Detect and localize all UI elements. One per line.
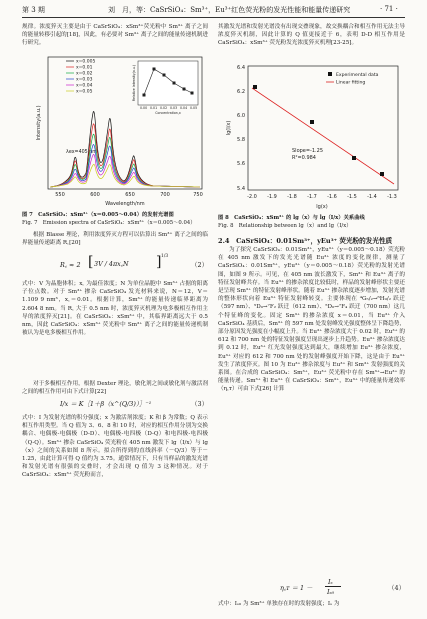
figure-7 <box>30 55 206 207</box>
fig7-inset-point <box>191 92 194 95</box>
fig8-point <box>380 172 384 176</box>
fig7-inset-point <box>143 94 146 97</box>
right-paragraph-last: 式中：Iₛ₀ 为 Sm³⁺ 单独存在时的发射强度；Iₛ 为 <box>218 601 340 607</box>
figure-8 <box>222 62 402 212</box>
equation-2: R꜀ ≈ 2 [ 3V / 4πx꜀N ] 1/3 （2） <box>60 254 208 270</box>
fig8-ytick: 6.4 <box>237 65 245 71</box>
fig8-ylabel: lg(I/x) <box>226 120 232 136</box>
fig7-caption-cn: 图 7 CaSrSiO₄：xSm³⁺（x＝0.005～0.04）的发射光谱图 <box>22 212 174 218</box>
eq4-numerator: Iₛ <box>328 578 333 586</box>
fig8-caption-en: Fig. 8 Relationship between lg（x）and lg（I/x） <box>218 223 352 229</box>
fig8-xtick: -1.8 <box>287 194 297 200</box>
fig8-xtick: -1.3 <box>387 194 397 200</box>
fig8-legend-entry: Experimental data <box>336 72 379 78</box>
fig7-legend-entry: x=0.05 <box>76 89 93 95</box>
fig8-xtick: -2.0 <box>247 194 257 200</box>
left-paragraph-eq2-explain: 式中：V 为晶胞体积；x꜀ 为最佳浓度；N 为单位晶胞中 Sm³⁺ 占据的阳离子位点数。对于 Sm³⁺ 掺杂 CaSrSiO₄ 发光材料来说，N＝12，V＝1.109 9 nm³，x꜀＝0.01。根据计算，Sm³⁺ 的能量传递临界距离为 2.604 8 nm。当 R꜀ 大于 0.5 nm 时，浓度猝灭机理为电多极相互作用主导的浓度猝灭[21]。在 CaSrSiO₄：xSm³⁺ 中，其临界距离远大于 0.5 nm，因此 CaSrSiO₄：xSm³⁺ 荧光粉中 Sm³⁺ 离子之间的能量传递机制被认为是电多极相互作用。 <box>22 281 208 337</box>
fig7-inset-xtick: 0.01 <box>150 106 158 110</box>
fig7-legend-entry: x=0.02 <box>76 71 93 77</box>
figure-7-chart <box>30 55 206 207</box>
fig7-inset-ylabel: Relative Intensity(a.u.) <box>132 64 136 102</box>
fig7-inset-point <box>153 68 156 71</box>
fig8-point <box>253 85 257 89</box>
fig8-ytick: 5.4 <box>237 186 245 192</box>
page-number: · 71 · <box>380 5 398 13</box>
left-paragraph-dexter: 对于多极相互作用，根据 Dexter 理论，敏化剂之间或敏化剂与激活剂之间的相互作用可由下式计算[22] <box>22 381 208 396</box>
fig7-caption-en: Fig. 7 Emission spectra of CaSrSiO₄：xSm³⁺（x＝0.005～0.04） <box>22 220 196 226</box>
fig8-point <box>352 156 356 160</box>
fig8-ytick: 5.8 <box>237 137 245 143</box>
issue-number: 第 3 期 <box>22 6 45 14</box>
fig7-inset-xtick: 0.04 <box>180 106 188 110</box>
fig7-xlabel: Wavelength/nm <box>105 201 145 207</box>
fig7-inset-xlabel: Concentration,x <box>155 111 181 115</box>
fig7-legend-entry: x=0.01 <box>76 65 93 71</box>
fig8-xtick: -1.5 <box>347 194 357 200</box>
equation-3 <box>40 399 208 411</box>
eq3-body: I/x ＝ K［1＋β（x^(Q/3)）］⁻¹ <box>60 400 152 408</box>
fig8-slope-label: Slope=-1.25 <box>292 148 323 154</box>
section-heading-2-4: 2.4 CaSrSiO₄：0.01Sm³⁺，yEu³⁺ 荧光粉的发光性质 <box>218 237 393 245</box>
eq2-body: 3V / 4πx꜀N <box>94 260 129 268</box>
fig7-xtick: 700 <box>160 192 170 198</box>
right-paragraph-top: 其激发光谱和发射光谱没有出现交叠现象，故交换耦合和相互作用无法主导浓度猝灭机制，因此计算的 Q 值更接近于 6，表明 D-D 相互作用是 CaSrSiO₄：xSm³⁺ 荧光粉发光浓度猝灭机理[23-25]。 <box>218 24 405 47</box>
fig8-r2-label: R²=0.984 <box>292 155 316 161</box>
figure-8-chart <box>222 62 402 212</box>
fig7-inset-point <box>173 82 176 85</box>
eq2-exponent: 1/3 <box>161 254 169 259</box>
fig7-inset-xtick: 0.02 <box>160 106 168 110</box>
fig7-inset-point <box>183 88 186 91</box>
fig7-inset-xtick: 0.05 <box>190 106 198 110</box>
fig8-ytick: 6.0 <box>237 113 245 119</box>
fig7-legend-entry: x=0.04 <box>76 83 93 89</box>
fig8-xtick: -1.7 <box>307 194 317 200</box>
fig7-ylabel: Intensity(a.u.) <box>36 105 42 141</box>
eq2-number: （2） <box>191 261 208 269</box>
eq3-number: （3） <box>191 400 208 408</box>
eq4-number: （4） <box>388 584 405 592</box>
fig7-xtick: 550 <box>55 192 65 198</box>
fig7-xtick: 600 <box>90 192 100 198</box>
fig7-inset <box>132 61 198 115</box>
right-paragraph-section: 为了探究 CaSrSiO₄：0.01Sm³⁺，yEu³⁺（y＝0.005～0.18）荧光粉在 405 nm 激发下的发光光谱随 Eu³⁺ 浓度的变化规律，测量了 CaSrSiO₄：0.01Sm³⁺，yEu³⁺（y＝0.005～0.18）荧光粉的发射光谱图，如图 9 所示。可见，在 405 nm 波长激发下，Sm³⁺ 和 Eu³⁺ 离子的特征发射峰共存。当 Eu³⁺ 的掺杂浓度比较低时，样品的发射峰形状主要还是呈现 Sm³⁺ 的特征发射峰形状。随着 Eu³⁺ 掺杂浓度逐步增加，发射光谱的整体形状向着 Eu³⁺ 特征发射峰转变。主要体现在 ⁴G₅/₂→⁶H₉/₂ 跃迁（597 nm）、⁵D₀→⁷F₂ 跃迁（612 nm）、⁵D₀→⁷F₄ 跃迁（700 nm）这几个特征峰的变化。固定 Sm³⁺ 的掺杂浓度 x＝0.01，当 Eu³⁺ 介入 CaSrSiO₄ 基质后，Sm³⁺ 的 597 nm 处发射峰发光强度整体呈下降趋势，部分原因发光强度在小幅度上升。当 Eu³⁺ 掺杂浓度大于 0.02 时，Eu³⁺ 的 612 和 700 nm 处的特征发射强度呈现出逐步上升趋势。Eu³⁺ 掺杂浓度达到 0.12 时，Eu³⁺ 红光发射强度达到最大，继续增加 Eu³⁺ 掺杂浓度，Eu³⁺ 对应的 612 和 700 nm 处的发射峰强度开始下降，这是由于 Eu³⁺ 发生了浓度猝灭。图 10 为 Eu³⁺ 掺杂浓度与 Eu³⁺ 和 Sm³⁺ 发射强度的关系图。在合成的 CaSrSiO₄：Sm³⁺，Eu³⁺ 荧光粉中存在 Sm³⁺→Eu³⁺ 的能量传递。Sm³⁺ 和 Eu³⁺ 在 CaSrSiO₄：Sm³⁺，Eu³⁺ 中的能量传递效率（η꜀ᴛ）可由下式[26] 计算 <box>218 247 405 393</box>
left-paragraph-bottom: 式中：I 为发射光谱的积分强度；x 为激活剂浓度；K 和 β 为常数；Q 表示相互作用类型。当 Q 值为 3、6、8 和 10 时，对应的相互作用分别为交换耦合、电偶极-电偶极（D-D）、电偶极-电四极（D-Q）和电四极-电四极（Q-Q）。Sm³⁺ 掺杂 CaSrSiO₄ 荧光粉在 405 nm 激发下 lg（I/x）与 lg（x）之间的关系如图 8 所示。拟合所得到的直线斜率（－Q/3）等于－1.25，由此计算可得 Q 值约为 3.75。通常情况下，只有当样品的激发光谱和发射光谱有很强的交叠时，才会出现 Q 值为 3 这种情况。对于 CaSrSiO₄：xSm³⁺ 荧光粉而言， <box>22 415 208 479</box>
eq4-lhs: η꜀ᴛ ＝ 1 － <box>280 584 313 592</box>
eq4-denominator: Iₛ₀ <box>327 588 335 596</box>
running-title: 刘 月，等：CaSrSiO₄：Sm³⁺，Eu³⁺红色荧光粉的发光性能和能量传递研究 <box>108 6 351 14</box>
fig7-legend-entry: x=0.03 <box>76 77 93 83</box>
fig7-excitation-label: λex=405 nm <box>66 150 97 155</box>
fig7-xtick: 650 <box>125 192 135 198</box>
fig8-xtick: -1.9 <box>267 194 277 200</box>
fig8-xtick: -1.4 <box>367 194 377 200</box>
fig8-ytick: 6.2 <box>237 89 245 95</box>
fig8-legend-entry: Linear fitting <box>336 80 366 86</box>
eq2-lhs: R꜀ ≈ 2 <box>60 261 81 269</box>
fig7-inset-xtick: 0.00 <box>140 106 148 110</box>
left-paragraph-blasse: 根据 Blasse 理论，利用浓度猝灭方程可以估算出 Sm³⁺ 离子之间的临界能量传递距离 R꜀[20] <box>22 232 208 247</box>
fig7-inset-xtick: 0.03 <box>170 106 178 110</box>
fig7-inset-point <box>163 74 166 77</box>
fig7-xtick: 750 <box>193 192 203 198</box>
fig8-legend <box>326 72 379 86</box>
fig7-legend-entry: x=0.005 <box>76 59 96 65</box>
fig8-point <box>310 120 314 124</box>
fig8-xtick: -1.6 <box>327 194 337 200</box>
fig7-series-line <box>50 134 200 187</box>
fig7-legend <box>66 59 95 95</box>
left-paragraph-top: 规律。浓度猝灭主要是由于 CaSrSiO₄：xSm³⁺荧光粉中 Sm³⁺ 离子之间的能量转移引起的[18]，因此，有必要对 Sm³⁺ 离子之间的能量传递机制进行研究。 <box>22 24 208 47</box>
equation-4 <box>280 578 405 596</box>
fig8-fit-line <box>252 88 394 184</box>
fig8-ytick: 5.6 <box>237 161 245 167</box>
fig8-caption-cn: 图 8 CaSrSiO₄：xSm³⁺ 的 lg（x）与 lg（I/x）关系曲线 <box>218 215 365 221</box>
header-rule <box>22 17 405 18</box>
fig8-xlabel: lg(x) <box>316 204 328 210</box>
